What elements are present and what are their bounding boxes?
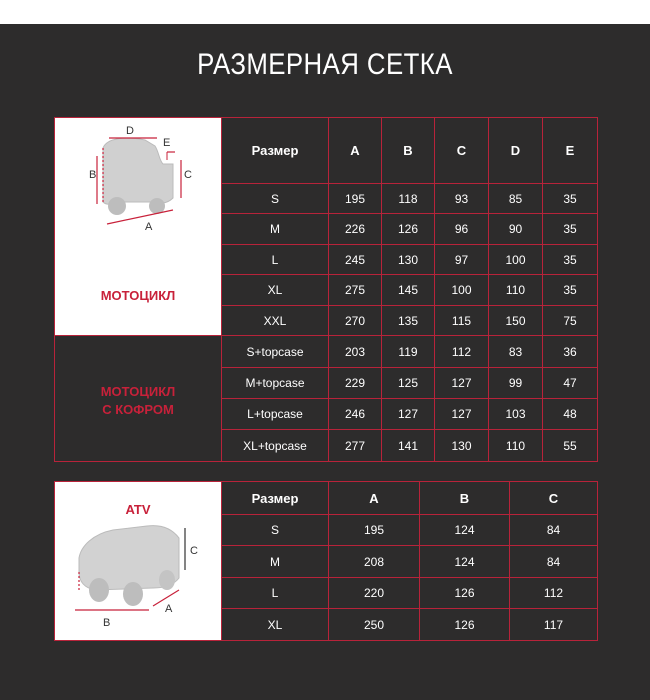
cell: 117 — [510, 609, 598, 641]
cell: 84 — [510, 546, 598, 578]
header-c: C — [510, 482, 598, 515]
cell: 84 — [510, 515, 598, 546]
cell: XL — [222, 275, 329, 306]
cell: 110 — [489, 275, 543, 306]
cell: 135 — [382, 306, 435, 336]
cell: S — [222, 184, 329, 214]
cell: 127 — [435, 399, 489, 430]
cell: 35 — [543, 214, 598, 245]
label-b: B — [89, 169, 97, 181]
motorcycle-cover-diagram — [55, 118, 220, 336]
cell: 127 — [435, 368, 489, 399]
cell: 125 — [382, 368, 435, 399]
category-motorcycle-topcase-line2: С КОФРОМ — [102, 402, 174, 417]
cell: 35 — [543, 184, 598, 214]
cell: 103 — [489, 399, 543, 430]
cell: L — [222, 578, 329, 609]
header-size: Размер — [222, 118, 329, 184]
cell: 150 — [489, 306, 543, 336]
header-a: A — [329, 482, 420, 515]
cell: 126 — [382, 214, 435, 245]
category-motorcycle-topcase-line1: МОТОЦИКЛ — [100, 384, 176, 399]
cell: 270 — [329, 306, 382, 336]
header-size: Размер — [222, 482, 329, 515]
header-d: D — [489, 118, 543, 184]
atv-cover-diagram — [55, 482, 220, 640]
cell: 226 — [329, 214, 382, 245]
label-c: C — [184, 169, 192, 181]
label-e: E — [163, 137, 171, 149]
cell: 130 — [382, 245, 435, 275]
atv-diagram-cell — [55, 482, 222, 641]
cell: 250 — [329, 609, 420, 641]
cell: 141 — [382, 430, 435, 462]
cell: 118 — [382, 184, 435, 214]
cell: 195 — [329, 184, 382, 214]
cell: S — [222, 515, 329, 546]
motorcycle-topcase-category-cell — [55, 336, 222, 462]
cell: 275 — [329, 275, 382, 306]
cell: L — [222, 245, 329, 275]
category-atv: ATV — [125, 502, 151, 517]
label-d: D — [126, 125, 134, 137]
atv-size-table — [54, 481, 598, 641]
cell: S+topcase — [222, 336, 329, 368]
cell: 245 — [329, 245, 382, 275]
cell: L+topcase — [222, 399, 329, 430]
cell: 126 — [420, 578, 510, 609]
cell: 220 — [329, 578, 420, 609]
cell: 112 — [435, 336, 489, 368]
cell: 112 — [510, 578, 598, 609]
cell: 119 — [382, 336, 435, 368]
cell: XXL — [222, 306, 329, 336]
header-b: B — [382, 118, 435, 184]
motorcycle-diagram-cell — [55, 118, 222, 336]
label-a: A — [145, 221, 153, 233]
header-b: B — [420, 482, 510, 515]
cell: 203 — [329, 336, 382, 368]
cell: 124 — [420, 546, 510, 578]
cell: 90 — [489, 214, 543, 245]
cell: M — [222, 546, 329, 578]
page-title: РАЗМЕРНАЯ СЕТКА — [197, 48, 453, 81]
moto-size-table — [54, 117, 598, 462]
cell: 246 — [329, 399, 382, 430]
cell: 100 — [489, 245, 543, 275]
label-b: B — [103, 617, 111, 629]
cell: 83 — [489, 336, 543, 368]
cell: 75 — [543, 306, 598, 336]
label-c: C — [190, 545, 198, 557]
cell: 127 — [382, 399, 435, 430]
cell: 126 — [420, 609, 510, 641]
cell: 36 — [543, 336, 598, 368]
cell: 47 — [543, 368, 598, 399]
cell: M+topcase — [222, 368, 329, 399]
cell: 124 — [420, 515, 510, 546]
label-a: A — [165, 603, 173, 615]
cell: 93 — [435, 184, 489, 214]
category-motorcycle: МОТОЦИКЛ — [100, 288, 176, 303]
cell: 145 — [382, 275, 435, 306]
cell: 35 — [543, 275, 598, 306]
cell: 229 — [329, 368, 382, 399]
cell: 110 — [489, 430, 543, 462]
cell: 115 — [435, 306, 489, 336]
cell: XL+topcase — [222, 430, 329, 462]
cell: 99 — [489, 368, 543, 399]
cell: 130 — [435, 430, 489, 462]
cell: 48 — [543, 399, 598, 430]
cell: M — [222, 214, 329, 245]
cell: 208 — [329, 546, 420, 578]
cell: 55 — [543, 430, 598, 462]
cell: 100 — [435, 275, 489, 306]
cell: 195 — [329, 515, 420, 546]
cell: 97 — [435, 245, 489, 275]
cell: 96 — [435, 214, 489, 245]
cell: 85 — [489, 184, 543, 214]
header-a: A — [329, 118, 382, 184]
cell: XL — [222, 609, 329, 641]
header-e: E — [543, 118, 598, 184]
header-c: C — [435, 118, 489, 184]
cell: 35 — [543, 245, 598, 275]
cell: 277 — [329, 430, 382, 462]
